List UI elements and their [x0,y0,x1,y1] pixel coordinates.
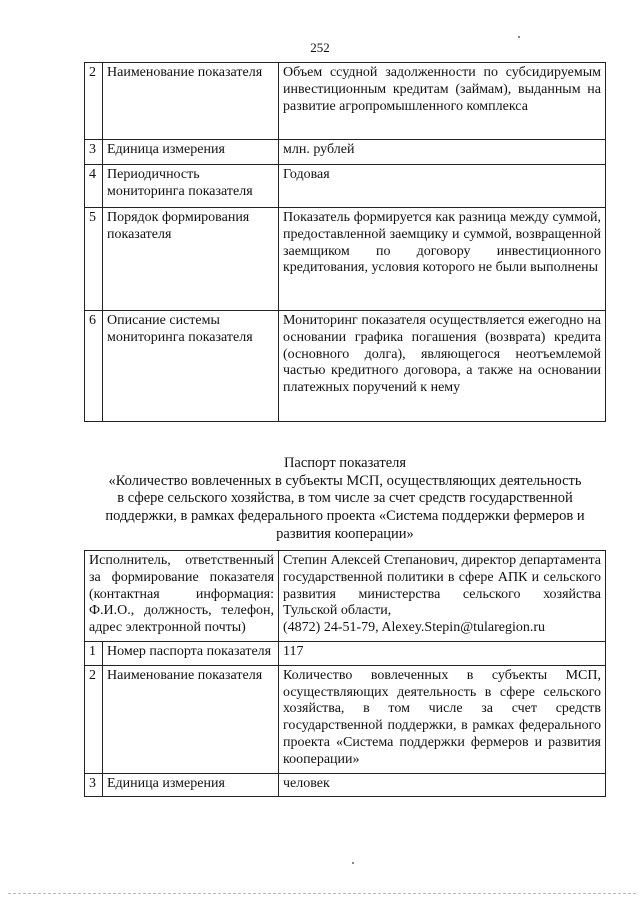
row-label: Единица измерения [103,140,279,165]
row-label: Номер паспорта показателя [103,641,279,665]
row-value: 117 [279,641,606,665]
row-label: Порядок формирования показателя [103,208,279,311]
table-row [85,208,606,311]
row-label: Единица измерения [103,773,279,797]
row-number: 5 [85,208,103,311]
passport-title-line: «Количество вовлеченных в субъекты МСП, осуществляющих деятельность [108,472,582,489]
row-label: Описание системы мониторинга показателя [103,311,279,422]
row-number: 2 [85,665,103,773]
executor-value [279,551,606,642]
row-label: Периодичность мониторинга показателя [103,165,279,208]
row-value: млн. рублей [279,140,606,165]
row-number: 6 [85,311,103,422]
indicator-table-continued [84,62,606,422]
table-row [85,311,606,422]
row-label: Наименование показателя [103,665,279,773]
row-value: Количество вовлеченных в субъекты МСП, осуществляющих деятельность в сфере сельского хозяйства, в том числе за счет средств государственной поддержки, в рамках федерального проекта «Система поддержки фермеров и развития кооперации» [279,665,606,773]
passport-title-line: в сфере сельского хозяйства, в том числе за счет средств государственной [117,490,573,507]
row-number: 3 [85,773,103,797]
scan-speck [352,862,354,864]
scan-edge-line [8,893,636,894]
table-row [85,63,606,140]
executor-label: Исполнитель, ответственный за формирование показателя (контактная информация: Ф.И.О., должность, телефон, адрес электронной почты) [85,551,279,642]
table-row [85,165,606,208]
row-value: Годовая [279,165,606,208]
passport-heading: Паспорт показателя [283,455,407,471]
row-number: 4 [85,165,103,208]
passport-table [84,550,606,797]
row-label: Наименование показателя [103,63,279,140]
row-value: человек [279,773,606,797]
row-value: Мониторинг показателя осуществляется ежегодно на основании графика погашения (возврата) кредита (основного долга), являющегося неотъемлемой частью кредитного договора, а также на основании платежных поручений к нему [279,311,606,422]
passport-title-line: развития кооперации» [276,525,414,542]
row-number: 2 [85,63,103,140]
passport-title-line: поддержки, в рамках федерального проекта «Система поддержки фермеров и [105,508,585,525]
executor-contact: (4872) 24-51-79, Alexey.Stepin@tularegion.ru [283,620,546,636]
passport-title-block [80,455,610,543]
page-number: 252 [310,40,330,55]
table-row [85,665,606,773]
row-value: Объем ссудной задолженности по субсидируемым инвестиционным кредитам (займам), выданным на развитие агропромышленного комплекса [279,63,606,140]
table-row [85,773,606,797]
row-number: 1 [85,641,103,665]
table-row [85,641,606,665]
scan-speck [518,36,520,38]
executor-name-position: Степин Алексей Степанович, директор департамента государственной политики в сфере АПК и сельского развития министерства сельского хозяйства Тульской области, [283,553,601,619]
row-number: 3 [85,140,103,165]
row-value: Показатель формируется как разница между суммой, предоставленной заемщику и суммой, возвращенной заемщиком по договору инвестиционного кредитования, условия которого не были выполнены [279,208,606,311]
table-row [85,140,606,165]
table-row [85,551,606,642]
